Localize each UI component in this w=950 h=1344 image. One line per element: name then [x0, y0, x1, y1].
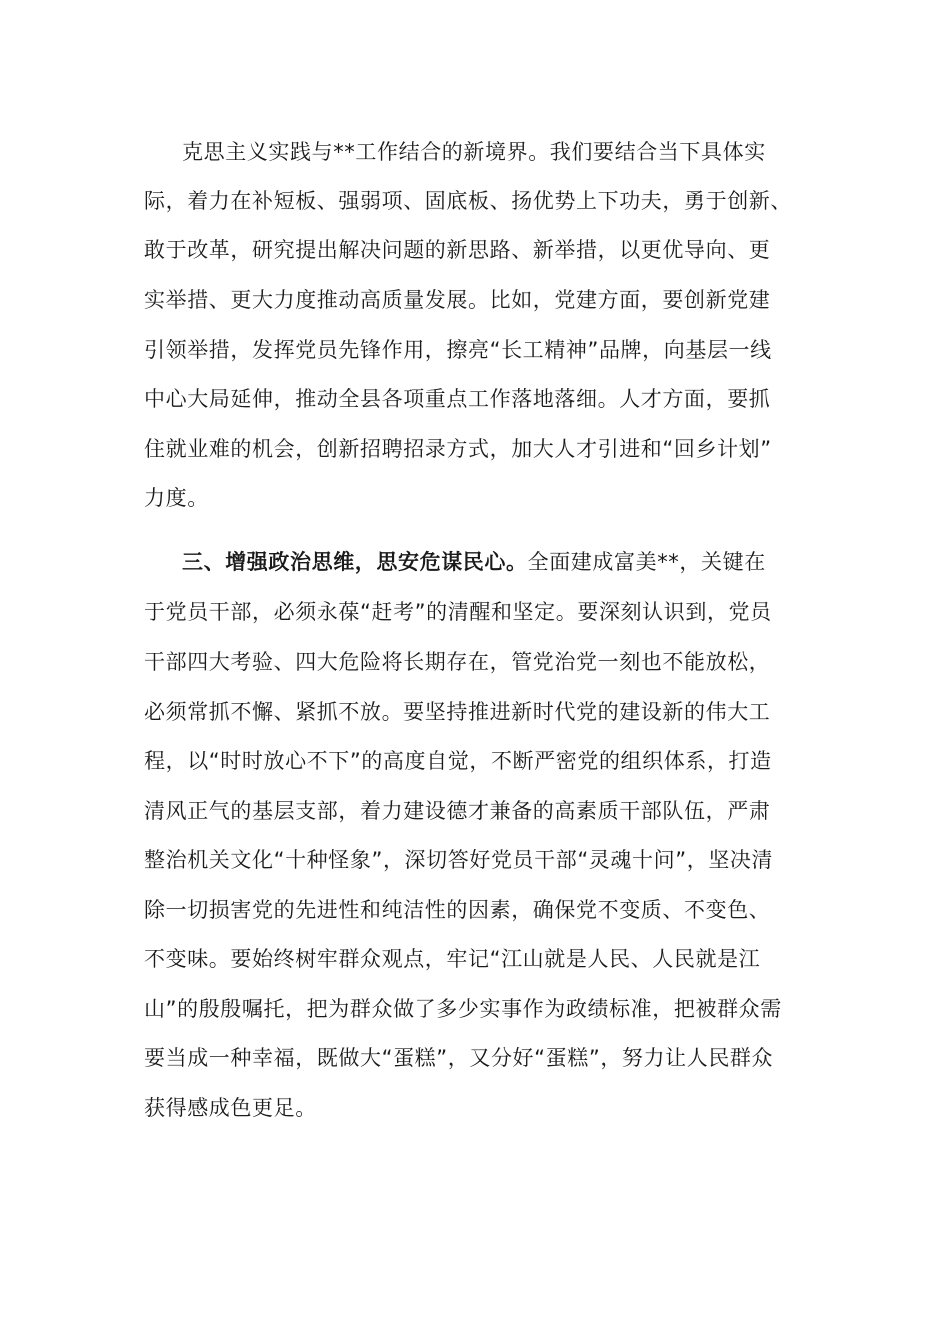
text-line: 于党员干部，必须永葆“赶考”的清醒和坚定。要深刻认识到，党员 — [144, 600, 772, 624]
text-line: 住就业难的机会，创新招聘招录方式，加大人才引进和“回乡计划” — [144, 437, 772, 461]
text-line: 力度。 — [144, 486, 209, 510]
text-line: 干部四大考验、四大危险将长期存在，管党治党一刻也不能放松， — [144, 650, 771, 674]
text-line: 必须常抓不懈、紧抓不放。要坚持推进新时代党的建设新的伟大工 — [144, 700, 771, 724]
text-line: 清风正气的基层支部，着力建设德才兼备的高素质干部队伍，严肃 — [144, 799, 771, 823]
text-line: 程，以“时时放心不下”的高度自觉，不断严密党的组织体系，打造 — [144, 749, 772, 773]
text-line: 除一切损害党的先进性和纯洁性的因素，确保党不变质、不变色、 — [144, 898, 771, 922]
text-line: 敢于改革，研究提出解决问题的新思路、新举措，以更优导向、更 — [144, 238, 771, 262]
text-line: 获得感成色更足。 — [144, 1096, 317, 1120]
text-line — [182, 547, 766, 577]
text-line: 中心大局延伸，推动全县各项重点工作落地落细。人才方面，要抓 — [144, 387, 771, 411]
text-line: 引领举措，发挥党员先锋作用，擦亮“长工精神”品牌，向基层一线 — [144, 338, 772, 362]
text-line: 山”的殷殷嘱托，把为群众做了多少实事作为政绩标准，把被群众需 — [144, 997, 782, 1021]
text-line: 际，着力在补短板、强弱项、固底板、扬优势上下功夫，勇于创新、 — [144, 189, 792, 213]
text-line: 要当成一种幸福，既做大“蛋糕”，又分好“蛋糕”，努力让人民群众 — [144, 1046, 774, 1070]
section-heading: 三、增强政治思维，思安危谋民心。 — [182, 550, 528, 574]
text-line: 不变味。要始终树牢群众观点，牢记“江山就是人民、人民就是江 — [144, 947, 761, 971]
text-line: 实举措、更大力度推动高质量发展。比如，党建方面，要创新党建 — [144, 288, 771, 312]
text-line: 整治机关文化“十种怪象”，深切答好党员干部“灵魂十问”，坚决清 — [144, 848, 774, 872]
heading-continuation: 全面建成富美**，关键在 — [527, 550, 766, 574]
text-line: 克思主义实践与**工作结合的新境界。我们要结合当下具体实 — [182, 140, 766, 164]
